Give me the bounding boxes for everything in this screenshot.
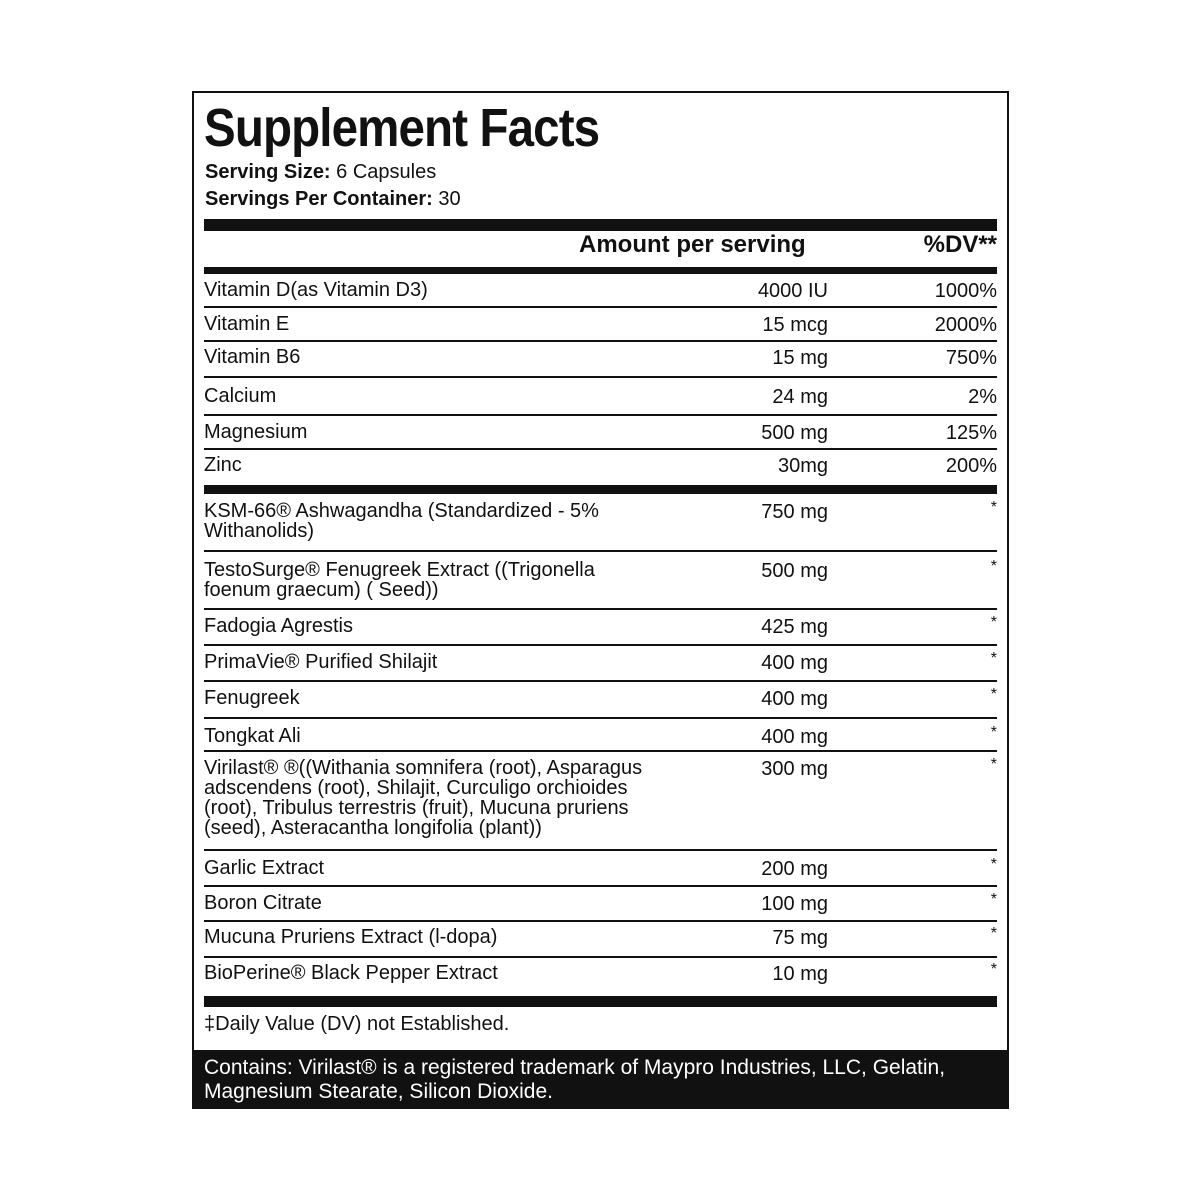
blend-row xyxy=(204,887,997,922)
ingredient-name: Vitamin B6 xyxy=(204,346,301,368)
column-header-row xyxy=(204,229,997,265)
ingredient-dv: 2000% xyxy=(934,314,997,336)
ingredient-name: TestoSurge® Fenugreek Extract ((Trigonella foenum graecum) ( Seed)) xyxy=(204,559,595,601)
ingredient-name: Virilast® ®((Withania somnifera (root), Asparagus adscendens (root), Shilajit, Curculigo orchioides (root), Tribulus terrestris (fruit), Mucuna pruriens (seed), Asteracantha longifolia (plant)) xyxy=(204,757,643,839)
vitamin-row xyxy=(204,342,997,378)
ingredient-dv: * xyxy=(990,961,997,978)
blend-row xyxy=(204,552,997,610)
ingredient-amount: 750 mg xyxy=(761,501,828,523)
contains-bar: Contains: Virilast® is a registered trademark of Maypro Industries, LLC, Gelatin, Magnesium Stearate, Silicon Dioxide. xyxy=(194,1050,1007,1109)
header-amount: Amount per serving xyxy=(579,231,806,258)
ingredient-name: Calcium xyxy=(204,385,277,407)
ingredient-name: Vitamin D(as Vitamin D3) xyxy=(204,279,428,301)
ingredient-dv: * xyxy=(990,558,997,575)
blend-row xyxy=(204,851,997,887)
ingredient-name: Vitamin E xyxy=(204,313,290,335)
ingredient-name: Tongkat Ali xyxy=(204,725,301,747)
ingredient-dv: * xyxy=(990,724,997,741)
blend-row xyxy=(204,958,997,996)
header-dv: %DV** xyxy=(923,231,997,258)
ingredient-amount: 400 mg xyxy=(761,652,828,674)
divider-thick-bottom xyxy=(204,996,997,1007)
ingredient-amount: 4000 IU xyxy=(757,280,828,302)
ingredient-dv: 125% xyxy=(945,422,997,444)
ingredient-name: Fenugreek xyxy=(204,687,300,709)
ingredient-dv: * xyxy=(990,891,997,908)
ingredient-amount: 75 mg xyxy=(772,927,828,949)
serving-size-value: 6 Capsules xyxy=(336,161,437,183)
ingredient-dv: * xyxy=(990,756,997,773)
ingredient-name: Fadogia Agrestis xyxy=(204,615,353,637)
vitamin-row xyxy=(204,274,997,308)
blend-row xyxy=(204,922,997,958)
serving-size-label: Serving Size: xyxy=(205,161,331,183)
ingredient-name: Boron Citrate xyxy=(204,892,322,914)
ingredient-amount: 10 mg xyxy=(772,963,828,985)
ingredient-amount: 100 mg xyxy=(761,893,828,915)
ingredient-name: BioPerine® Black Pepper Extract xyxy=(204,962,498,984)
panel-title: Supplement Facts xyxy=(204,98,600,158)
ingredient-amount: 300 mg xyxy=(761,758,828,780)
ingredient-name: Zinc xyxy=(204,454,242,476)
ingredient-amount: 425 mg xyxy=(761,616,828,638)
ingredient-dv: * xyxy=(990,499,997,516)
ingredient-dv: * xyxy=(990,925,997,942)
blend-row xyxy=(204,752,997,851)
ingredient-amount: 500 mg xyxy=(761,422,828,444)
supplement-facts-panel xyxy=(192,91,1009,1109)
divider-medium-header xyxy=(204,267,997,274)
ingredient-amount: 15 mg xyxy=(772,347,828,369)
ingredient-name: Garlic Extract xyxy=(204,857,325,879)
ingredient-amount: 400 mg xyxy=(761,726,828,748)
divider-thick-mid xyxy=(204,485,997,494)
ingredient-dv: * xyxy=(990,614,997,631)
ingredient-name: KSM-66® Ashwagandha (Standardized - 5% Withanolids) xyxy=(204,500,599,542)
ingredient-dv: * xyxy=(990,856,997,873)
ingredient-amount: 200 mg xyxy=(761,858,828,880)
ingredient-dv: 2% xyxy=(968,386,997,408)
blend-row xyxy=(204,610,997,646)
blend-row xyxy=(204,682,997,719)
ingredient-dv: 200% xyxy=(945,455,997,477)
ingredient-amount: 400 mg xyxy=(761,688,828,710)
ingredient-amount: 15 mcg xyxy=(762,314,828,336)
blend-row xyxy=(204,494,997,552)
vitamin-row xyxy=(204,416,997,450)
blend-row xyxy=(204,719,997,752)
ingredient-amount: 24 mg xyxy=(772,386,828,408)
ingredient-dv: 1000% xyxy=(934,280,997,302)
ingredient-dv: 750% xyxy=(945,347,997,369)
ingredient-name: Magnesium xyxy=(204,421,308,443)
ingredient-dv: * xyxy=(990,686,997,703)
ingredient-amount: 500 mg xyxy=(761,560,828,582)
servings-per-container xyxy=(205,188,461,211)
servings-per-container-label: Servings Per Container: xyxy=(205,188,433,210)
vitamin-row xyxy=(204,450,997,485)
vitamin-row xyxy=(204,308,997,342)
ingredient-dv: * xyxy=(990,650,997,667)
footnote: ‡Daily Value (DV) not Established. xyxy=(204,1013,510,1035)
blend-row xyxy=(204,646,997,682)
serving-size xyxy=(205,161,436,184)
vitamin-row xyxy=(204,378,997,416)
ingredient-amount: 30mg xyxy=(777,455,828,477)
ingredient-name: PrimaVie® Purified Shilajit xyxy=(204,651,438,673)
servings-per-container-value: 30 xyxy=(438,188,461,210)
ingredient-name: Mucuna Pruriens Extract (l-dopa) xyxy=(204,926,498,948)
